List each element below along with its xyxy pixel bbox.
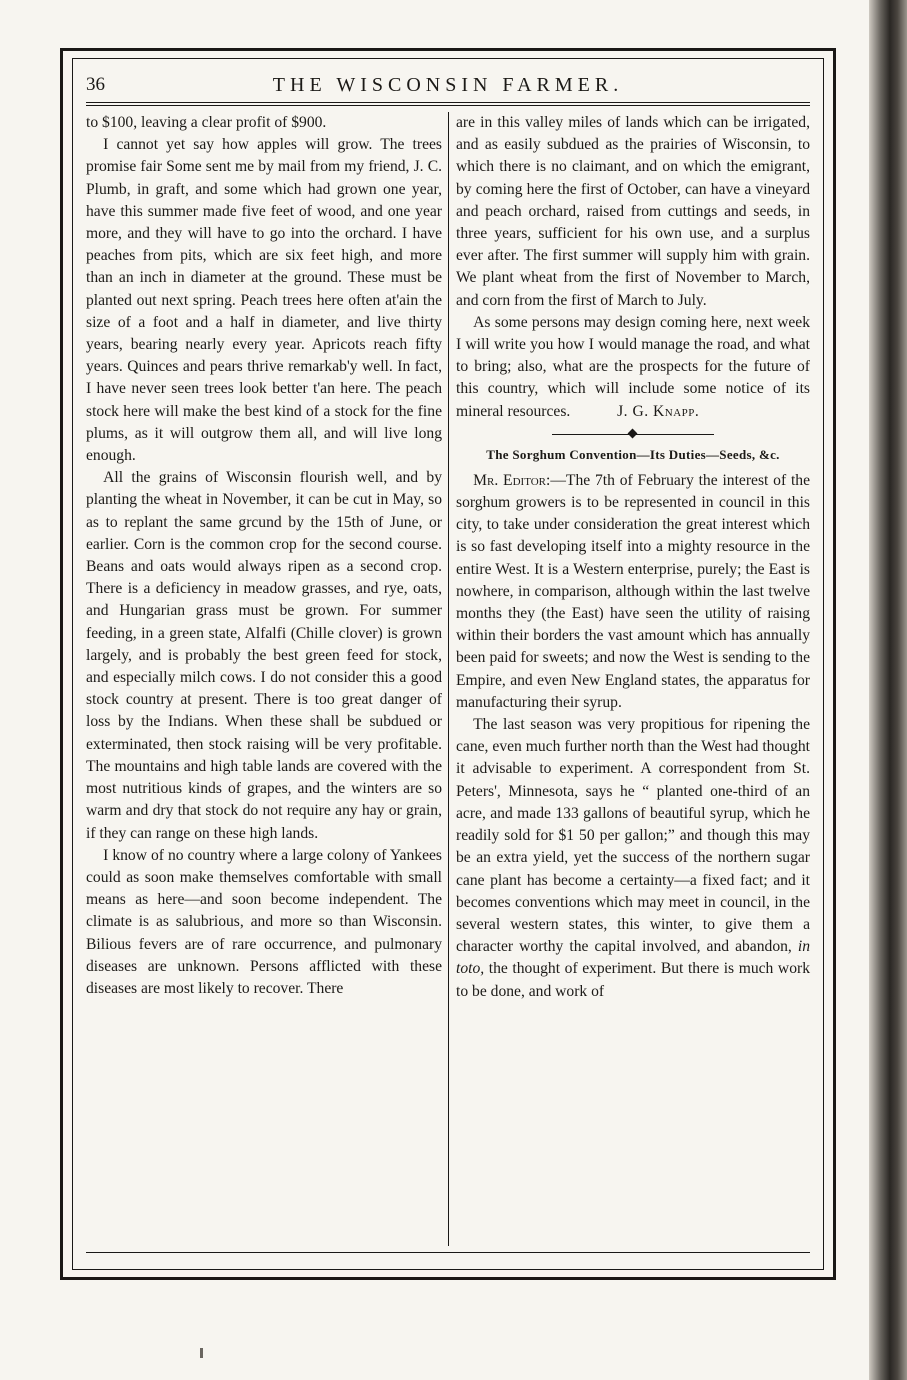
paragraph bbox=[456, 714, 810, 1003]
paragraph-text: —The 7th of February the interest of the sorghum growers is to be represented in council in this city, to take under consideration the great interest which is so fast developing itself into a mighty resource in the entire West. It is a Western enterprise, purely; the East is nowhere, in comparison, although within the last twelve months they (the East) have seen the utility of raising within their borders the vast amount which has annually been paid for sweets; and now the West is sending to the Empire, and even New England states, the apparatus for manufacturing their syrup. bbox=[456, 471, 810, 711]
separator-diamond-icon bbox=[628, 428, 638, 438]
page-number: 36 bbox=[86, 74, 105, 95]
paragraph bbox=[456, 470, 810, 714]
header-rule-top bbox=[86, 102, 810, 103]
signature: J. G. Knapp. bbox=[617, 402, 700, 420]
page-header bbox=[86, 70, 810, 104]
paragraph-text: the thought of experiment. But there is much work to be done, and work of bbox=[456, 960, 810, 1000]
column-divider bbox=[448, 112, 449, 1246]
left-column bbox=[86, 112, 442, 1000]
print-mark bbox=[200, 1348, 203, 1358]
paragraph: All the grains of Wisconsin flourish well, and by planting the wheat in November, it can be cut in May, so as to replant the same grcund by the 15th of June, or earlier. Corn is the common crop for the second course. Beans and oats would always ripen as a second crop. There is a deficiency in meadow grasses, and rye, oats, and Hungarian grass must be grown. For summer feeding, in a green state, Alfalfi (Chille clover) is grown largely, and is probably the best green feed for stock, and especially milch cows. I do not consider this a good stock country at present. There is too great danger of loss by the Indians. When these shall be subdued or exterminated, then stock raising will be very profitable. The mountains and high table lands are covered with the most nutritious kinds of grapes, and the winters are so warm and dry that stock do not require any hay or grain, if they can range on these high lands. bbox=[86, 469, 442, 842]
bottom-rule bbox=[86, 1252, 810, 1253]
header-rule-bottom bbox=[86, 105, 810, 106]
paragraph: are in this valley miles of lands which can be irrigated, and as easily subdued as the prairies of Wisconsin, to which there is no claimant, and on which the emigrant, by coming here the first of October, can have a vineyard and peach orchard, raised from cuttings and seeds, in three years, sufficient for his own use, and a surplus ever after. The first summer will supply him with grain. We plant wheat from the first of November to March, and corn from the first of March to July. bbox=[456, 114, 810, 309]
paragraph-text: As some persons may design coming here, next week I will write you how I would manage the road, and what to bring; also, what are the prospects for the future of this country, which will include some notice of its mineral resources. bbox=[456, 313, 810, 420]
paragraph: I know of no country where a large colony of Yankees could as soon make themselves comfortable with small means as here—and soon become independent. The climate is as salubrious, and more so than Wisconsin. Bilious fevers are of rare occurrence, and pulmonary diseases are unknown. Persons afflicted with these diseases are most likely to recover. There bbox=[86, 846, 442, 997]
paragraph bbox=[456, 312, 810, 423]
paragraph: to $100, leaving a clear profit of $900. bbox=[86, 114, 327, 131]
latin-phrase: in toto, bbox=[456, 938, 810, 978]
section-separator bbox=[456, 427, 810, 441]
right-column bbox=[456, 112, 810, 1003]
book-binding-edge bbox=[869, 0, 907, 1380]
running-title: THE WISCONSIN FARMER. bbox=[272, 74, 624, 96]
paragraph-text: The last season was very propitious for ripening the cane, even much further north than the West had thought it advisable to experiment. A correspondent from St. Peters', Minnesota, says he “ planted one-third of an acre, and made 133 gallons of beautiful syrup, which he readily sold for $1 50 per gallon;” and though this may be an extra yield, yet the success of the northern sugar cane plant has become a certainty—a fixed fact; and it becomes conventions which may meet in council, in the several western states, this winter, to give them a character worthy the capital involved, and abandon, bbox=[456, 716, 810, 956]
paragraph: I cannot yet say how apples will grow. The trees promise fair Some sent me by mail from my friend, J. C. Plumb, in graft, and some which had grown one year, have this summer made five feet of wood, and one year more, and they will have to go into the orchard. I have peaches from pits, which are six feet high, and more than an inch in diameter at the ground. These must be planted out next spring. Peach trees here often at'ain the size of a foot and a half in diameter, and live thirty years, bearing nearly every year. Apricots reach fifty years. Quinces and pears thrive remarkab'y well. In fact, I have never seen trees look better t'an here. The peach stock here will make the best kind of a stock for the fine plums, as it will outgrow them all, and will live long enough. bbox=[86, 136, 442, 465]
article-heading: The Sorghum Convention—Its Duties—Seeds, &c. bbox=[486, 446, 780, 462]
salutation: Mr. Editor: bbox=[473, 471, 551, 489]
